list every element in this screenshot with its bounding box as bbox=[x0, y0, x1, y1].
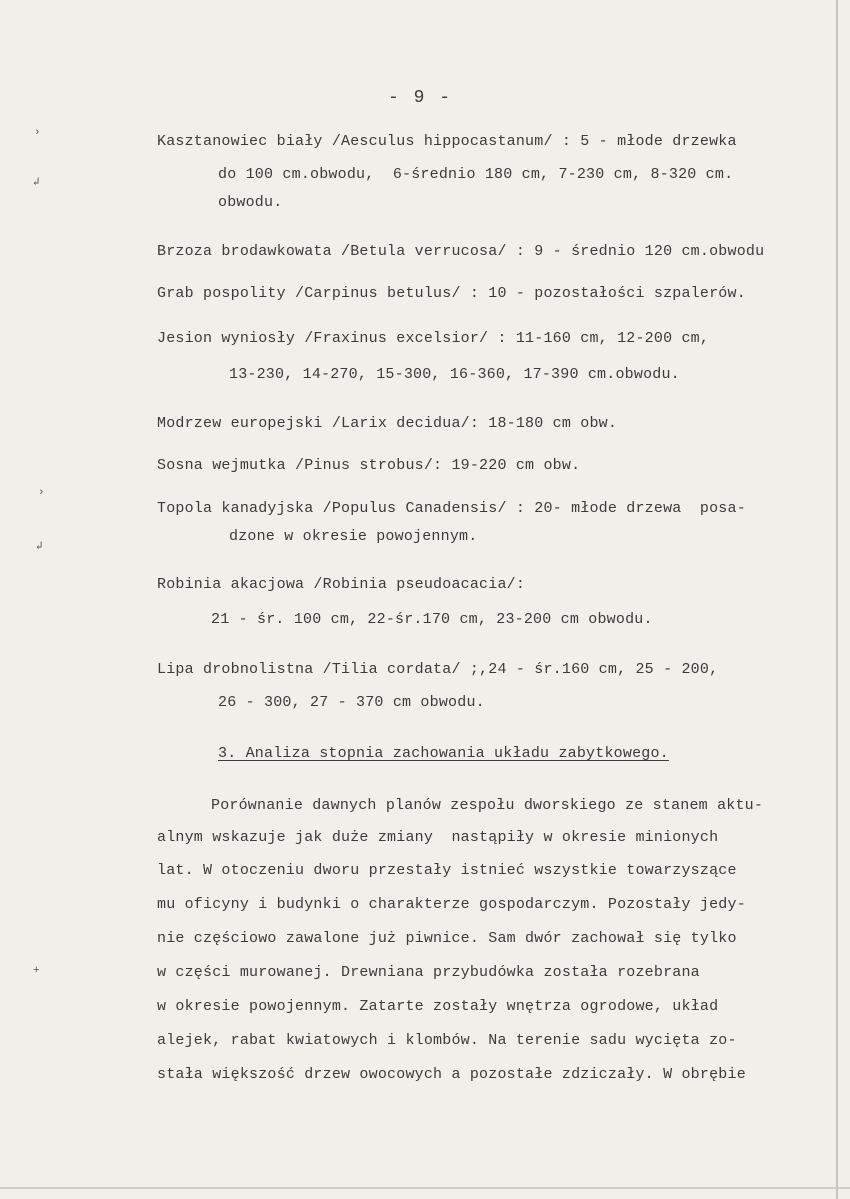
text-line: 26 - 300, 27 - 370 cm obwodu. bbox=[218, 694, 485, 711]
text-line: alejek, rabat kwiatowych i klombów. Na terenie sadu wycięta zo- bbox=[157, 1032, 737, 1049]
text-line: Topola kanadyjska /Populus Canadensis/ : 20- młode drzewa posa- bbox=[157, 500, 746, 517]
text-line: Kasztanowiec biały /Aesculus hippocastanum/ : 5 - młode drzewka bbox=[157, 133, 737, 150]
margin-mark: ↲ bbox=[36, 541, 43, 553]
text-line: Porównanie dawnych planów zespołu dworskiego ze stanem aktu- bbox=[211, 797, 764, 814]
text-line: nie częściowo zawalone już piwnice. Sam dwór zachował się tylko bbox=[157, 930, 737, 947]
page-number: - 9 - bbox=[388, 88, 453, 108]
text-line: w okresie powojennym. Zatarte zostały wnętrza ogrodowe, układ bbox=[157, 998, 719, 1015]
text-line: Brzoza brodawkowata /Betula verrucosa/ : 9 - średnio 120 cm.obwodu bbox=[157, 243, 765, 260]
text-line: Lipa drobnolistna /Tilia cordata/ ;,24 - śr.160 cm, 25 - 200, bbox=[157, 661, 719, 678]
text-line: w części murowanej. Drewniana przybudówka została rozebrana bbox=[157, 964, 700, 981]
text-line: Modrzew europejski /Larix decidua/: 18-180 cm obw. bbox=[157, 415, 618, 432]
margin-mark: ↲ bbox=[33, 177, 40, 189]
text-line: 13-230, 14-270, 15-300, 16-360, 17-390 cm.obwodu. bbox=[229, 366, 680, 383]
text-line: lat. W otoczeniu dworu przestały istnieć wszystkie towarzyszące bbox=[157, 862, 737, 879]
text-line: Sosna wejmutka /Pinus strobus/: 19-220 cm obw. bbox=[157, 457, 581, 474]
margin-mark: + bbox=[33, 965, 40, 977]
page-edge-bottom bbox=[0, 1187, 850, 1189]
text-line: Grab pospolity /Carpinus betulus/ : 10 - pozostałości szpalerów. bbox=[157, 285, 746, 302]
margin-mark: › bbox=[34, 127, 41, 139]
text-line: 21 - śr. 100 cm, 22-śr.170 cm, 23-200 cm obwodu. bbox=[211, 611, 653, 628]
text-line: alnym wskazuje jak duże zmiany nastąpiły w okresie minionych bbox=[157, 829, 719, 846]
text-line: mu oficyny i budynki o charakterze gospodarczym. Pozostały jedy- bbox=[157, 896, 746, 913]
text-line: obwodu. bbox=[218, 194, 283, 211]
margin-mark: › bbox=[38, 487, 45, 499]
text-line: Robinia akacjowa /Robinia pseudoacacia/: bbox=[157, 576, 526, 593]
text-line: dzone w okresie powojennym. bbox=[229, 528, 478, 545]
text-line: do 100 cm.obwodu, 6-średnio 180 cm, 7-230 cm, 8-320 cm. bbox=[218, 166, 734, 183]
text-line: stała większość drzew owocowych a pozostałe zdziczały. W obrębie bbox=[157, 1066, 746, 1083]
text-line: Jesion wyniosły /Fraxinus excelsior/ : 11-160 cm, 12-200 cm, bbox=[157, 330, 710, 347]
page-edge-right bbox=[836, 0, 838, 1199]
section-heading: 3. Analiza stopnia zachowania układu zabytkowego. bbox=[218, 745, 669, 762]
